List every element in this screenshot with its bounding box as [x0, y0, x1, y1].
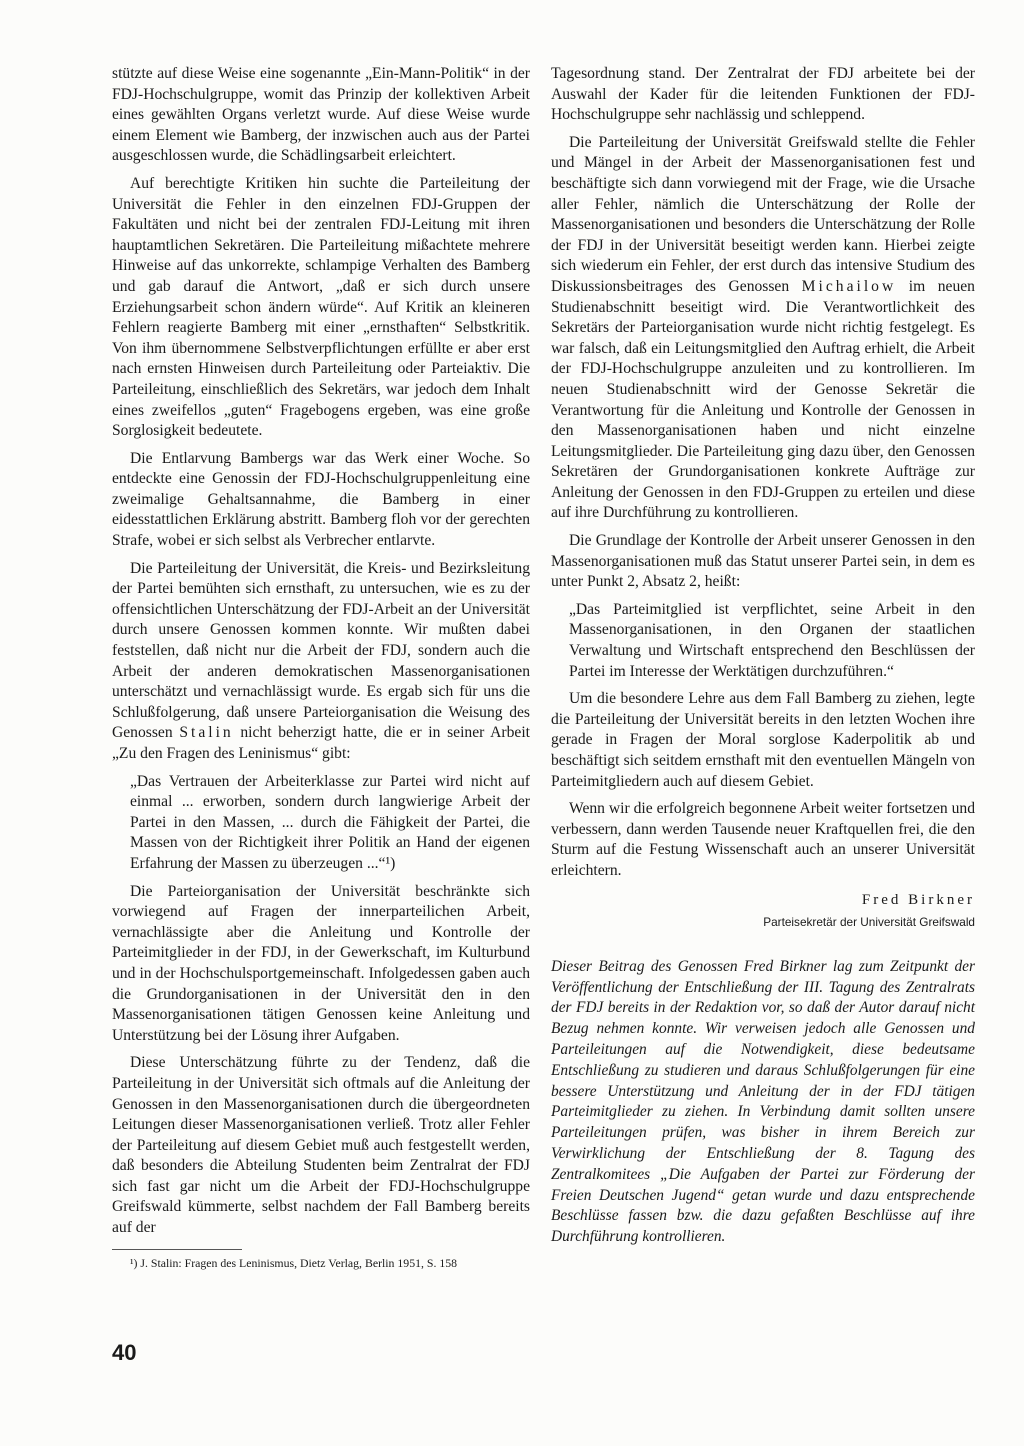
paragraph: Auf berechtigte Kritiken hin suchte die Parteileitung der Universität die Fehler in den einzelnen FDJ-Gruppen der Fakultäten und nicht bei der zentralen FDJ-Leitung mit ihren hauptamtlichen Sekretären. Die Parteileitung mißachtete mehrere Hinweise auf das unkorrekte, schlampige Verhalten des Bamberg und gab darauf die Antwort, „daß er sich durch unsere Erziehungsarbeit schon ändern würde“. Auf Kritik an kleineren Fehlern reagierte Bamberg mit einer „ernsthaften“ Selbstkritik. Von ihm übernommene Selbstverpflichtungen erfüllte er aber erst nach ernsten Hinweisen durch Parteileitung oder Parteiaktiv. Die Parteileitung, einschließlich des Sekretärs, war jedoch dem Inhalt eines zweifellos „guten“ Fragebogens ergeben, was eine große Sorglosigkeit bedeutete.	[112, 174, 530, 440]
right-column	[551, 64, 975, 1248]
paragraph: Die Grundlage der Kontrolle der Arbeit unserer Genossen in den Massenorganisationen muß das Statut unserer Partei sein, in dem es unter Punkt 2, Absatz 2, heißt:	[551, 532, 975, 591]
signature-block	[551, 890, 975, 933]
left-column	[112, 64, 530, 1278]
paragraph: Diese Unterschätzung führte zu der Tendenz, daß die Parteileitung in der Universität sich oftmals auf die Anleitung der Genossen in den Massenorganisationen durch die übergeordneten Leitungen dieser Massenorganisationen verließ. Trotz aller Fehler der Parteileitung auf diesem Gebiet muß auch festgestellt werden, daß besonders die Abteilung Studenten beim Zentralrat der FDJ sich fast gar nicht um die Arbeit der FDJ-Hochschulgruppe Greifswald kümmerte, selbst nachdem der Fall Bamberg bereits auf der	[112, 1054, 530, 1237]
paragraph: Die Entlarvung Bambergs war das Werk einer Woche. So entdeckte eine Genossin der FDJ-Hochschulgruppenleitung eine zweimalige Gehaltsannahme, die Bamberg in einer eidesstattlichen Erklärung abstritt. Bamberg floh vor der gerechten Strafe, wobei er sich selbst als Verbrecher entlarvte.	[112, 449, 530, 550]
paragraph-text: im neuen Studienabschnitt beseitigt wird. Die Verantwortlichkeit des Sekretärs der Parteiorganisation wurde nicht richtig festgelegt. Es war falsch, daß ein Leitungsmitglied den Auftrag erhielt, die Arbeit der FDJ-Hochschulgruppe anzuleiten und zu kontrollieren. Im neuen Studienabschnitt wird der Genosse Sekretär die Verantwortung für die Anleitung und Kontrolle der Genossen in den Massenorganisationen haben und nicht einzelne Leitungsmitglieder. Die Parteileitung ging dazu über, den Genossen Sekretären der Grundorganisationen konkrete Aufträge zur Anleitung der Genossen in den FDJ-Gruppen zu erteilen und diese auf ihre Durchführung zu kontrollieren.	[551, 277, 975, 522]
page-number: 40	[112, 1340, 137, 1365]
paragraph	[551, 133, 975, 524]
footnote-divider	[112, 1249, 242, 1250]
paragraph: Wenn wir die erfolgreich begonnene Arbeit weiter fortsetzen und verbessern, dann werden Tausende neuer Kraftquellen frei, die den Sturm auf die Festung Wissenschaft auch an unserer Universität erleichtern.	[551, 800, 975, 879]
spaced-name: Stalin	[179, 724, 234, 742]
editor-note	[551, 957, 975, 1248]
paragraph-text: Die Parteileitung der Universität Greifswald stellte die Fehler und Mängel in der Arbeit der Massenorganisationen fest und beschäftigte sich dann vorwiegend mit der Frage, wie die Ursache aller Fehler, nämlich die Unterschätzung der Rolle der Massenorganisationen und besonders die Unterschätzung der Rolle der FDJ in der Universität beseitigt werden kann. Hierbei zeigte sich wiederum ein Fehler, der erst durch das intensive Studium des Diskussionsbeitrages des Genossen	[551, 133, 975, 295]
paragraph: Tagesordnung stand. Der Zentralrat der FDJ arbeitete bei der Auswahl der Kader für die leitenden Funktionen der FDJ-Hochschulgruppe sehr nachlässig und schleppend.	[551, 65, 975, 124]
spaced-name: Michailow	[801, 277, 897, 295]
footnote: ¹) J. Stalin: Fragen des Leninismus, Dietz Verlag, Berlin 1951, S. 158	[130, 1255, 458, 1270]
author-role: Parteisekretär der Universität Greifswald	[763, 915, 975, 930]
paragraph-text: nicht beherzigt hatte, die er in seiner Arbeit „Zu den Fragen des Leninismus“ gibt:	[112, 724, 530, 762]
paragraph	[112, 559, 530, 765]
paragraph: Die Parteiorganisation der Universität beschränkte sich vorwiegend auf Fragen der innerparteilichen Arbeit, vernachlässigte aber die Anleitung und Kontrolle der Parteimitglieder in der FDJ, in der Gewerkschaft, im Kulturbund und in der Hochschulsportgemeinschaft. Infolgedessen gaben auch die Grundorganisationen in der Universität den in den Massenorganisationen tätigen Genossen keine Anleitung und Unterstützung bei der Lösung ihrer Aufgaben.	[112, 882, 530, 1044]
paragraph: Um die besondere Lehre aus dem Fall Bamberg zu ziehen, legte die Parteileitung der Universität bereits in den letzten Wochen ihre gerade in Fragen der Moral sorglose Kaderpolitik ab und beschäftigt sich seitdem ernsthaft mit den eventuellen Mängeln von Parteimitgliedern auch auf diesem Gebiet.	[551, 690, 975, 790]
author-name: Fred Birkner	[861, 891, 975, 908]
editor-note-text: Dieser Beitrag des Genossen Fred Birkner lag zum Zeitpunkt der Veröffentlichung der Entschließung der III. Tagung des Zentralrats der FDJ bereits in der Redaktion vor, so daß der Autor darauf nicht Bezug nehmen konnte. Wir verweisen jedoch alle Genossen und Parteileitungen auf die Notwendigkeit, diese bedeutsame Entschließung zu studieren und daraus Schlußfolgerungen für eine bessere Unterstützung und Anleitung der in der FDJ tätigen Parteimitglieder zu ziehen. In Verbindung damit sollten unsere Parteileitungen prüfen, was bisher in ihrem Bereich zur Verwirklichung der Entschließung der 8. Tagung des Zentralkomitees „Die Aufgaben der Partei zur Förderung der Freien Deutschen Jugend“ getan wurde und dazu entsprechende Beschlüsse fassen bzw. die dazu gefaßten Beschlüsse auf ihre Durchführung kontrollieren.	[551, 957, 975, 1246]
paragraph-text: Die Parteileitung der Universität, die Kreis- und Bezirksleitung der Partei bemühten sich ernsthaft, zu untersuchen, wie es zu der offensichtlichen Unterschätzung der FDJ-Arbeit an der Universität durch unsere Genossen kommen konnte. Wir mußten dabei feststellen, daß nicht nur die Arbeit der FDJ, sondern auch die Arbeit der anderen demokratischen Massenorganisationen unterschätzt und vernachlässigt wurde. Es ergab sich für uns die Schlußfolgerung, daß unsere Parteiorganisation die Weisung des Genossen	[112, 559, 530, 742]
paragraph: stützte auf diese Weise eine sogenannte „Ein-Mann-Politik“ in der FDJ-Hochschulgruppe, womit das Prinzip der kollektiven Arbeit eines gewählten Organs verletzt wurde. Auf diese Weise wurde einem Element wie Bamberg, der inzwischen auch aus der Partei ausgeschlossen wurde, die Schädlingsarbeit erleichtert.	[112, 65, 530, 165]
block-quote: „Das Vertrauen der Arbeiterklasse zur Partei wird nicht auf einmal ... erworben, sondern durch langwierige Arbeit der Partei in den Massen, ... durch die Fähigkeit der Partei, die Massen von der Richtigkeit ihrer Politik an Hand der eigenen Erfahrung der Massen zu überzeugen ...“¹)	[130, 772, 530, 872]
block-quote: „Das Parteimitglied ist verpflichtet, seine Arbeit in den Massenorganisationen, in den Organen der staatlichen Verwaltung und Wirtschaft entsprechend den Beschlüssen der Partei im Interesse der Werktätigen durchzuführen.“	[569, 600, 975, 680]
